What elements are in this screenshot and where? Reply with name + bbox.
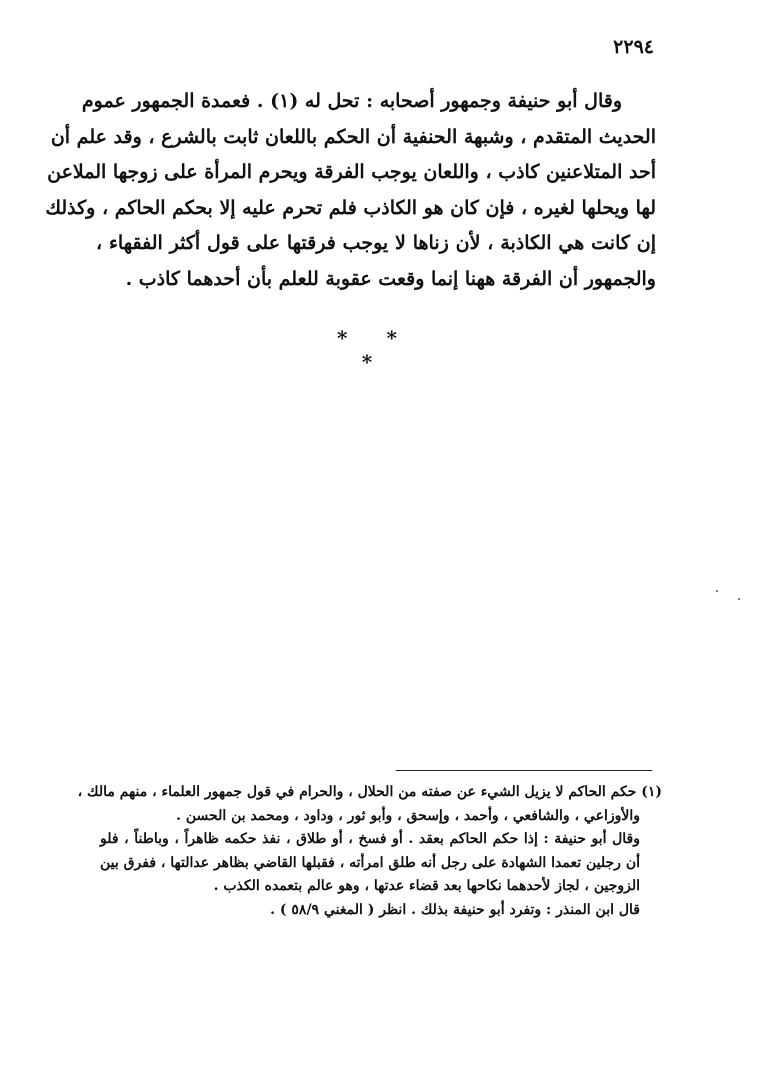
footnote-line: والأوزاعي ، والشافعي ، وأحمد ، وإسحق ، وأبو ثور ، وداود ، ومحمد بن الحسن . [176, 807, 640, 824]
body-line: والجمهور أن الفرقة ههنا إنما وقعت عقوبة للعلم بأن أحدهما كاذب . [125, 267, 656, 290]
body-line: أحد المتلاعنين كاذب ، واللعان يوجب الفرقة ويحرم المرأة على زوجها الملاعن [47, 161, 656, 183]
footnote-line: قال ابن المنذر : وتفرد أبو حنيفة بذلك . انظر ( المغني ٥٨/٩ ) . [270, 901, 640, 918]
footnotes [77, 781, 662, 922]
main-body-text [45, 84, 656, 297]
body-line: وقال أبو حنيفة وجمهور أصحابه : تحل له (١) . فعمدة الجمهور عموم [81, 90, 622, 112]
scan-speck-decoration [738, 598, 740, 600]
section-separator: * * * [337, 326, 413, 374]
footnote-line: أن رجلين تعمدا الشهادة على رجل أنه طلق امرأته ، فقبلها القاضي بظاهر عدالتها ، ففرق بين [100, 854, 640, 871]
footnote-line: وقال أبو حنيفة : إذا حكم الحاكم بعقد . أو فسخ ، أو طلاق ، نفذ حكمه ظاهراً ، وباطناً ، فلو [100, 831, 640, 847]
footnote-divider [396, 770, 652, 771]
body-line: لها ويحلها لغيره ، فإن كان هو الكاذب فلم تحرم عليه إلا بحكم الحاكم ، وكذلك [45, 196, 656, 219]
body-line: الحديث المتقدم ، وشبهة الحنفية أن الحكم باللعان ثابت بالشرع ، وقد علم أن [50, 125, 656, 148]
body-line: إن كانت هي الكاذبة ، لأن زناها لا يوجب فرقتها على قول أكثر الفقهاء ، [96, 232, 656, 254]
footnote-line: الزوجين ، لجاز لأحدهما نكاحها بعد قضاء عدتها ، وهو عالم بتعمده الكذب . [213, 878, 640, 894]
scan-speck-decoration [716, 590, 718, 592]
footnote-line: (١) حكم الحاكم لا يزيل الشيء عن صفته من الحلال ، والحرام في قول جمهور العلماء ، منهم مالك ، [77, 784, 662, 800]
page-number: ٢٢٩٤ [613, 36, 654, 58]
